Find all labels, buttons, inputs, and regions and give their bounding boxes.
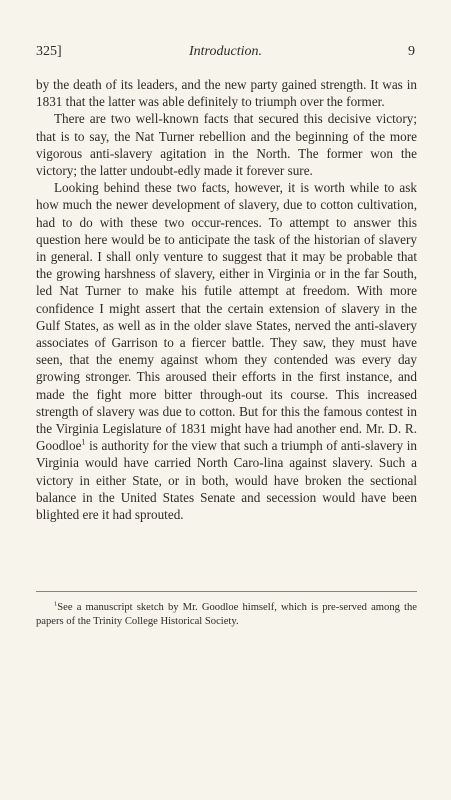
paragraph-3 — [36, 179, 417, 523]
running-title: Introduction. — [189, 44, 262, 59]
paragraph-3-text: Looking behind these two facts, however, it is worth while to ask how much the newer development of slavery, due to cotton cultivation, had to do with these two occur-rences. To attempt to answer this question here would be to anticipate the task of the historian of slavery in general. I shall only venture to suggest that it may be probable that the growing harshness of slavery, either in Virginia or in the far South, led Nat Turner to make his futile attempt at freedom. With more confidence I might assert that the certain extension of slavery in the Gulf States, as well as in the older slave States, nerved the anti-slavery associates of Garrison to a fiercer battle. They saw, they must have seen, that the enemy against whom they contended was every day growing stronger. This aroused their efforts in the first instance, and made the fight more bitter through-out its course. This increased strength of slavery was due to cotton. But for this the famous contest in the Virginia Legislature of 1831 might have had another end. Mr. D. R. Goodloe — [36, 180, 417, 454]
running-header — [36, 44, 415, 62]
footnote-marker: 1 — [54, 600, 58, 608]
footnote-reference: 1 — [81, 437, 86, 447]
footnote — [36, 601, 417, 629]
footnote-text: See a manuscript sketch by Mr. Goodloe himself, which is pre-served among the papers of the Trinity College Historical Society. — [36, 602, 417, 627]
paragraph-1: by the death of its leaders, and the new party gained strength. It was in 1831 that the latter was able definitely to triumph over the former. — [36, 77, 417, 110]
paragraph-2: There are two well-known facts that secured this decisive victory; that is to say, the Nat Turner rebellion and the beginning of the more vigorous anti-slavery agitation in the North. The former won the victory; the latter undoubt-edly made it forever sure. — [36, 111, 417, 179]
page-number: 9 — [408, 44, 415, 59]
body-text — [36, 76, 417, 523]
footnote-divider — [36, 591, 417, 592]
paragraph-3-continued: is authority for the view that such a triumph of anti-slavery in Virginia would have carried North Caro-lina against slavery. Such a victory in either State, or in both, would have broken the sectional balance in the United States Senate and secession would have been blighted ere it had sprouted. — [36, 438, 417, 523]
page-reference: 325] — [36, 44, 62, 59]
